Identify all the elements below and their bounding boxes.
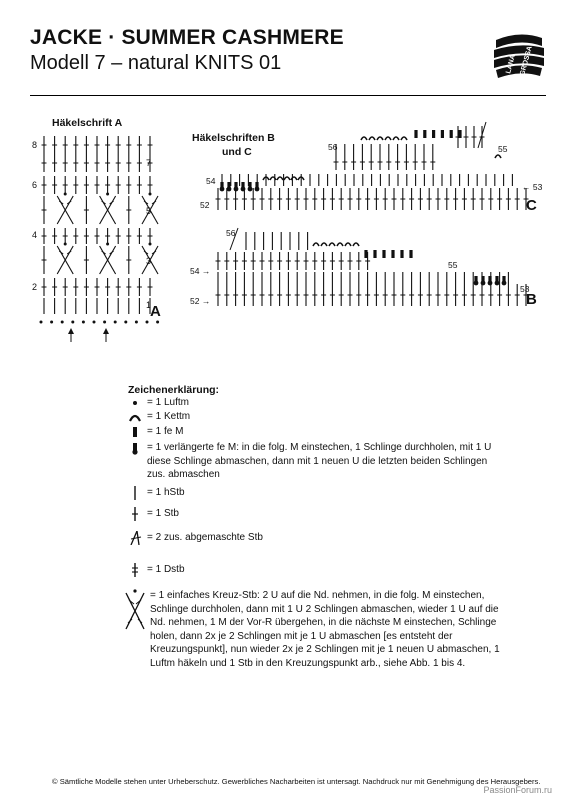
arrow-head-icon [103, 328, 109, 334]
stitch-chain [106, 193, 109, 196]
stitch-elongated-sc-bulb [481, 281, 486, 286]
row-number: 52 [200, 200, 210, 210]
row-number: 55 [498, 144, 508, 154]
chart-c-letter: C [526, 197, 537, 214]
filled-bar-icon [128, 425, 148, 439]
stitch-chain [135, 321, 138, 324]
stitch-elongated-sc-bulb [488, 281, 493, 286]
stitch-slip [321, 243, 327, 246]
stitch-elongated-sc-bulb [241, 187, 246, 192]
stitch-sc [373, 250, 376, 258]
dot-icon [128, 396, 148, 410]
stitch-elongated-sc-bulb [234, 187, 239, 192]
dc-icon [128, 507, 148, 521]
page-subtitle: Modell 7 – natural KNITS 01 [30, 52, 282, 74]
stitch-sc [414, 130, 417, 138]
stitch-sc [364, 250, 367, 258]
stitch-sc [432, 130, 435, 138]
stitch-chain [71, 321, 74, 324]
stitch-slip [291, 177, 297, 180]
chart-a-letter: A [150, 303, 161, 320]
stitch-slip [337, 243, 343, 246]
row-number-left: 2 [32, 282, 38, 292]
stitch-slip [345, 243, 351, 246]
row-number: 52 → [190, 296, 211, 306]
page-title: JACKE · SUMMER CASHMERE [30, 26, 344, 49]
stitch-slip [393, 137, 399, 140]
row-number-right: 3 [146, 256, 152, 266]
stitch-slip [361, 137, 367, 140]
stitch-sc [423, 130, 426, 138]
dc2tog-icon [128, 531, 148, 545]
stitch-chain [61, 321, 64, 324]
stitch-elongated-sc-bulb [255, 187, 260, 192]
stitch-slip [284, 177, 290, 180]
row-number: 56 [226, 228, 236, 238]
cross-dc-icon [122, 589, 148, 631]
stitch-chain [103, 321, 106, 324]
row-number: ← 53 [522, 182, 543, 192]
stitch-chain [40, 321, 43, 324]
svg-text:GROSSA: GROSSA [519, 45, 534, 77]
row-number-left: 6 [32, 180, 38, 190]
row-number-right: 7 [146, 158, 152, 168]
row-number: 53 [520, 284, 530, 294]
stitch-chain [106, 243, 109, 246]
stitch-chain [82, 321, 85, 324]
hdc-icon [128, 486, 148, 500]
stitch-elongated-sc-bulb [502, 281, 507, 286]
copyright-notice: © Sämtliche Modelle stehen unter Urheberschutz. Gewerbliches Nacharbeiten ist untersagt. Nachdruck nur mit Genehmigung des Herausgebers. [52, 777, 541, 786]
row-number-left: 8 [32, 140, 38, 150]
stitch-chain [149, 193, 152, 196]
stitch-elongated-sc-bulb [474, 281, 479, 286]
stitch-elongated-sc-bulb [227, 187, 232, 192]
row-number-left: 4 [32, 230, 38, 240]
stitch-chain [114, 321, 117, 324]
legend-heading: Zeichenerklärung: [128, 384, 220, 396]
row-number: 54 → [190, 266, 211, 276]
stitch-slip [277, 177, 283, 180]
arrow-head-icon [68, 328, 74, 334]
row-number: 56 [328, 142, 338, 152]
stitch-slip [329, 243, 335, 246]
arc-icon [128, 410, 148, 424]
watermark: PassionForum.ru [483, 785, 552, 795]
stitch-chain [50, 321, 53, 324]
stitch-slip [313, 243, 319, 246]
stitch-slip [401, 137, 407, 140]
stitch-chain [64, 243, 67, 246]
chart-b-c [186, 118, 556, 318]
elongated-sc-icon [128, 441, 148, 455]
stitch-chain [93, 321, 96, 324]
stitch-slip [495, 155, 501, 158]
tr-icon [128, 563, 148, 577]
svg-text:LANA: LANA [505, 53, 517, 75]
stitch-chain [149, 243, 152, 246]
stitch-sc [409, 250, 412, 258]
chart-b-letter: B [526, 291, 537, 308]
stitch-elongated-sc-bulb [495, 281, 500, 286]
row-number-right: 1 [146, 300, 152, 310]
row-number: 55 [448, 260, 458, 270]
stitch-slip [270, 177, 276, 180]
stitch-sc [382, 250, 385, 258]
stitch-slip [377, 137, 383, 140]
row-number-right: 5 [146, 206, 152, 216]
stitch-sc [441, 130, 444, 138]
stitch-chain [124, 321, 127, 324]
stitch-slip [353, 243, 359, 246]
row-number: 54 [206, 176, 216, 186]
chart-a-title: Häkelschrift A [52, 117, 123, 129]
stitch-sc [400, 250, 403, 258]
stitch-slip [385, 137, 391, 140]
stitch-chain [156, 321, 159, 324]
stitch-sc [391, 250, 394, 258]
stitch-chain [64, 193, 67, 196]
stitch-elongated-sc-bulb [248, 187, 253, 192]
stitch-chain [146, 321, 149, 324]
header-divider [30, 95, 546, 96]
chart-bc-title-line2: und C [222, 146, 252, 158]
chart-a [26, 130, 186, 350]
stitch-slip [369, 137, 375, 140]
lana-grossa-logo [490, 30, 546, 80]
chart-bc-title-line1: Häkelschriften B [192, 132, 275, 144]
stitch-elongated-sc-bulb [220, 187, 225, 192]
stitch-sc [450, 130, 453, 138]
